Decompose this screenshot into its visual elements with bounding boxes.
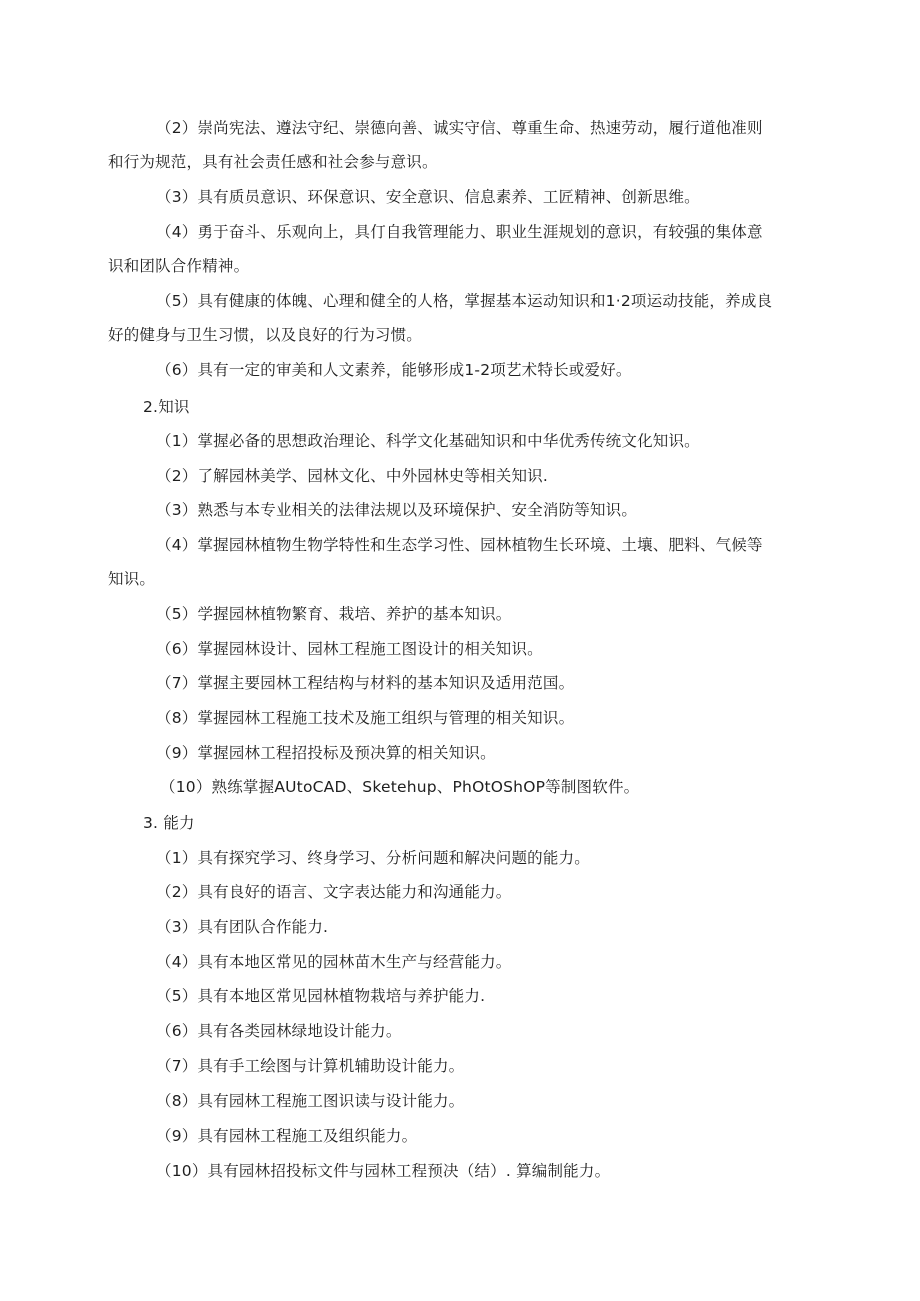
knowledge-item-2: （2）了解园林美学、园林文化、中外园林史等相关知识. — [156, 467, 548, 485]
quality-item-2-line-1: （2）崇尚宪法、遵法守纪、崇德向善、诚实守信、尊重生命、热速劳动，履行道他准则 — [156, 119, 763, 137]
knowledge-item-3: （3）熟悉与本专业相关的法律法规以及环境保护、安全消防等知识。 — [156, 501, 638, 519]
ability-item-6: （6）具有各类园林绿地设计能力。 — [156, 1022, 402, 1040]
ability-item-4: （4）具有本地区常见的园林苗木生产与经营能力。 — [156, 953, 512, 971]
ability-item-2: （2）具有良好的语言、文字表达能力和沟通能力。 — [156, 883, 512, 901]
section-heading-knowledge: 2.知识 — [143, 398, 190, 416]
section-heading-ability: 3. 能力 — [143, 814, 195, 832]
quality-item-4-line-2: 识和团队合作精神。 — [108, 257, 250, 275]
quality-item-4-line-1: （4）勇于奋斗、乐观向上，具仃自我管理能力、职业生涯规划的意识，有较强的集体意 — [156, 223, 763, 241]
knowledge-item-8: （8）掌握园林工程施工技术及施工组织与管理的相关知识。 — [156, 709, 575, 727]
knowledge-item-9: （9）掌握园林工程招投标及预决算的相关知识。 — [156, 744, 496, 762]
quality-item-2-line-2: 和行为规范，具有社会责任感和社会参与意识。 — [108, 153, 438, 171]
ability-item-1: （1）具有探究学习、终身学习、分析问题和解决问题的能力。 — [156, 849, 590, 867]
ability-item-5: （5）具有本地区常见园林植物栽培与养护能力. — [156, 987, 486, 1005]
ability-item-3: （3）具有团队合作能力. — [156, 918, 329, 936]
ability-item-9: （9）具有园林工程施工及组织能力。 — [156, 1127, 418, 1145]
quality-item-5-line-2: 好的健身与卫生习惯，以及良好的行为习惯。 — [108, 326, 423, 344]
knowledge-item-7: （7）掌握主要园林工程结构与材料的基本知识及适用范国。 — [156, 674, 575, 692]
ability-item-7: （7）具有手工绘图与计算机辅助设计能力。 — [156, 1057, 465, 1075]
quality-item-6: （6）具有一定的审美和人文素养，能够形成1-2项艺术特长或爱好。 — [156, 361, 632, 379]
ability-item-10: （10）具有园林招投标文件与园林工程预决（结）. 算编制能力。 — [156, 1162, 611, 1180]
quality-item-3: （3）具有质员意识、环保意识、安全意识、信息素养、工匠精神、创新思维。 — [156, 188, 700, 206]
knowledge-item-5: （5）学握园林植物繁育、栽培、养护的基本知识。 — [156, 605, 512, 623]
knowledge-item-4-line-1: （4）掌握园林植物生物学特性和生态学习性、园林植物生长环境、土壤、肥料、气候等 — [156, 536, 763, 554]
knowledge-item-1: （1）掌握必备的思想政治理论、科学文化基础知识和中华优秀传统文化知识。 — [156, 432, 700, 450]
knowledge-item-4-line-2: 知识。 — [108, 570, 156, 588]
quality-item-5-line-1: （5）具有健康的体魄、心理和健全的人格，掌握基本运动知识和1·2项运动技能，养成良 — [156, 292, 773, 310]
knowledge-item-6: （6）掌握园林设计、园林工程施工图设计的相关知识。 — [156, 640, 543, 658]
knowledge-item-10: （10）熟练掌握AUtoCAD、Sketehup、PhOtOShOP等制图软件。 — [160, 778, 640, 796]
ability-item-8: （8）具有园林工程施工图识读与设计能力。 — [156, 1092, 465, 1110]
